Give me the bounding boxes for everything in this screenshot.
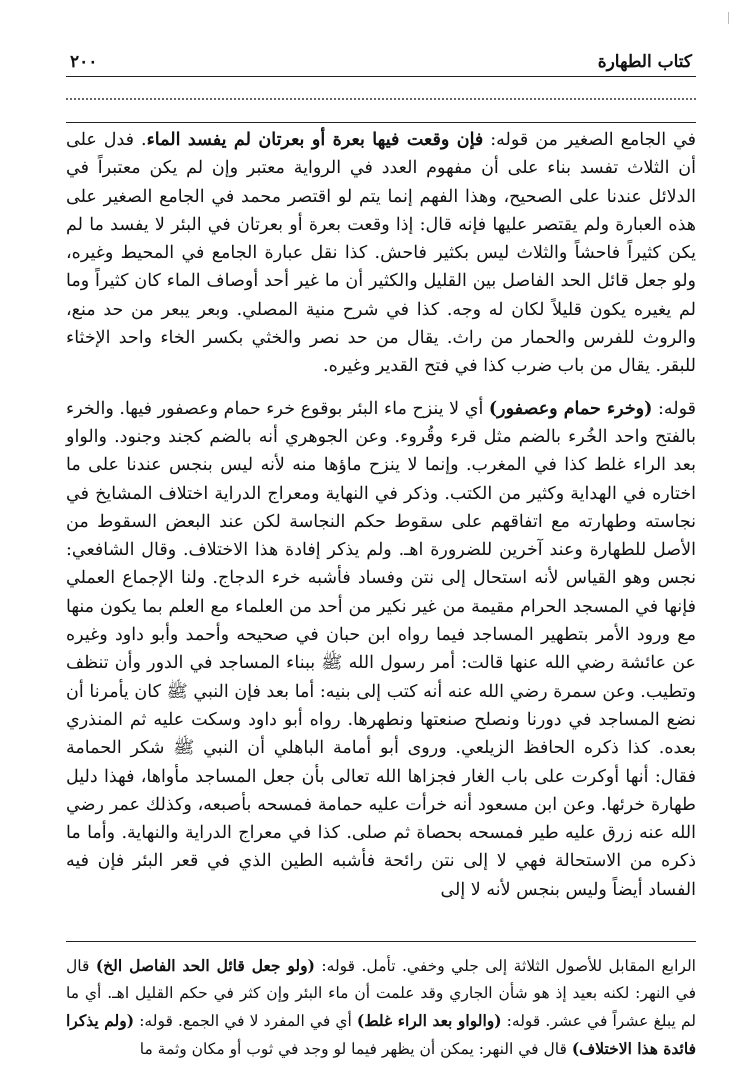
footnote-rule: [66, 941, 696, 942]
footnote-segment: قال في النهر: لكنه بعيد إذ هو شأن الجاري وقد علمت أن ماء البئر وإن كثر في حكم القليل اهـ. أي ما لم يبلغ عشراً في عشر. قوله:: [66, 957, 696, 1030]
chapter-title: كتاب الطهارة: [597, 52, 692, 72]
footnote-quote: (ولم يذكرا فائدة هذا الاختلاف): [66, 1011, 696, 1058]
scan-mark: [728, 12, 729, 24]
footnote-segment: أي في المفرد لا في الجمع. قوله:: [134, 1012, 357, 1030]
footnote-segment: قال في النهر: يمكن أن يظهر فيما لو وجد في ثوب أو مكان وثمة ما: [139, 1040, 572, 1058]
page-header: [70, 50, 692, 74]
footnote-quote: (والواو بعد الراء غلط): [356, 1011, 502, 1030]
dotted-separator: [66, 98, 696, 100]
paragraph-2: [66, 395, 696, 904]
footnote-quote: (ولو جعل قائل الحد الفاصل الخ): [95, 956, 315, 975]
paragraph-segment: قوله:: [652, 398, 696, 419]
footnote-text: [66, 952, 696, 1084]
paragraph-segment: أي لا ينزح ماء البئر بوقوع خرء حمام وعصفور فيها. والخرء بالفتح واحد الخُرء بالضم مثل قرء وقُروء. وعن الجوهري أنه بالضم كجند وجنود. والواو بعد الراء غلط كذا في المغرب. وإنما لا ينزح ماؤها منه لأنه ليس بنجس عندنا على ما اختاره في الهداية وكثير من الكتب. وذكر في النهاية ومعراج الدراية اختلاف المشايخ في نجاسته وطهارته مع اتفاقهم على سقوط حكم النجاسة لكن عند البعض السقوط من الأصل للطهارة وعند آخرين للضرورة اهـ. ولم يذكر إفادة هذا الاختلاف. وقال الشافعي: نجس وهو القياس لأنه استحال إلى نتن وفساد فأشبه خرء الدجاج. ولنا الإجماع العملي فإنها في المسجد الحرام مقيمة من غير نكير من أحد من العلماء مع العلم بما يكون منها مع ورود الأمر بتطهير المساجد فيما رواه ابن حبان في صحيحه وأحمد وأبو داود وغيره عن عائشة رضي الله عنها قالت: أمر رسول الله ﷺ ببناء المساجد في الدور وأن تنظف وتطيب. وعن سمرة رضي الله عنه أنه كتب إلى بنيه: أما بعد فإن النبي ﷺ كان يأمرنا أن نضع المساجد في دورنا ونصلح صنعتها ونطهرها. رواه أبو داود وسكت عليه ثم المنذري بعده. كذا ذكره الحافظ الزيلعي. وروى أبو أمامة الباهلي أن النبي ﷺ شكر الحمامة فقال: أنها أوكرت على باب الغار فجزاها الله تعالى بأن جعل المساجد مأواها، فهذا دليل طهارة خرئها. وعن ابن مسعود أنه خرأت عليه حمامة فمسحه بأصبعه، وكذلك عمر رضي الله عنه زرق عليه طير فمسحه بحصاة ثم صلى. كذا في معراج الدراية والنهاية. وأما ما ذكره من الاستحالة فهي لا إلى نتن رائحة فأشبه الطين الذي في قعر البئر فإن فيه الفساد أيضاً وليس بنجس لأنه لا إلى: [66, 398, 696, 900]
page-number: ٢٠٠: [70, 52, 98, 72]
quoted-phrase: (وخرء حمام وعصفور): [488, 398, 653, 419]
text-top-rule: [66, 122, 696, 123]
paragraph-segment: في الجامع الصغير من قوله:: [483, 130, 696, 150]
main-text: [66, 126, 696, 934]
paragraph-1: [66, 126, 696, 381]
header-rule: [66, 76, 696, 77]
paragraph-segment: . فدل على أن الثلاث تفسد بناء على أن مفهوم العدد في الرواية معتبر وإن لم يكن معتبراً في الدلائل عندنا على الصحيح، وهذا الفهم إنما يتم لو اقتصر محمد في الجامع الصغير على هذه العبارة ولم يقتصر عليها فإنه قال: إذا وقعت بعرة أو بعرتان في البئر لا يفسد ما لم يكن كثيراً فاحشاً والثلاث ليس بكثير فاحش. كذا نقل عبارة الجامع في المحيط وغيره، ولو جعل قائل الحد الفاصل بين القليل والكثير أن ما غير أحد أوصاف الماء كان كثيراً وما لم يغيره يكون قليلاً لكان له وجه. كذا في شرح منية المصلي. وبعر يبعر من حد منع، والروث للفرس والحمار من راث. يقال من حد نصر والخثي بكسر الخاء واحد الإخثاء للبقر. يقال من باب ضرب كذا في فتح القدير وغيره.: [66, 130, 696, 377]
quoted-phrase: فإن وقعت فيها بعرة أو بعرتان لم يفسد الماء: [146, 130, 484, 150]
footnote-segment: الرابع المقابل للأصول الثلاثة إلى جلي وخفي. تأمل. قوله:: [314, 957, 696, 975]
